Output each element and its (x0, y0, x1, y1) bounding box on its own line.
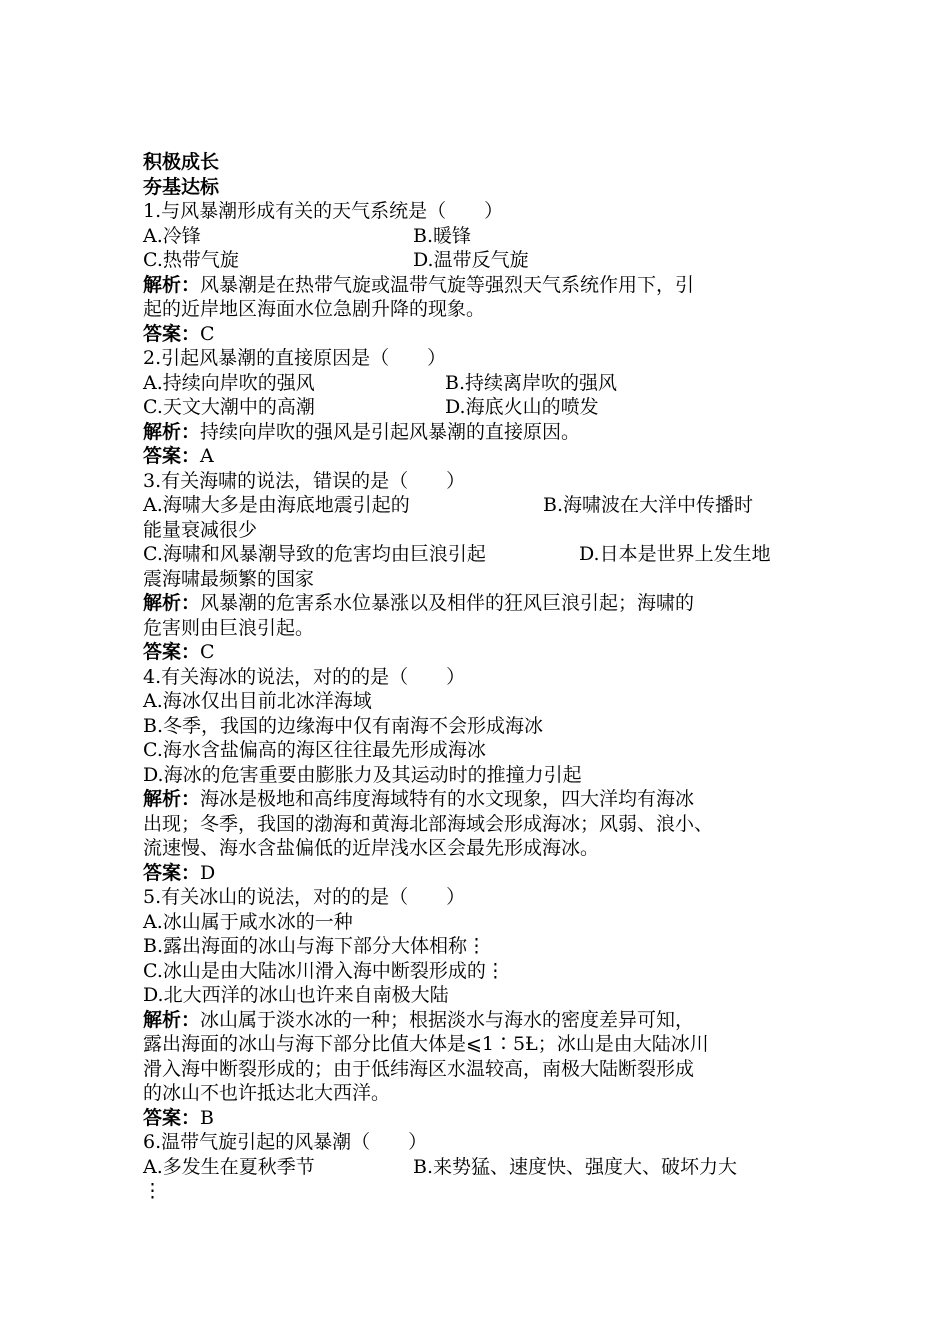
option-a: A.多发生在夏秋季节 (143, 1155, 315, 1178)
question-2-options-row-2 (143, 395, 823, 420)
analysis-1-cont: 起的近岸地区海面水位急剧升降的现象。 (143, 298, 486, 320)
question-3-options-row-1 (143, 493, 823, 518)
question-6-options-row-1 (143, 1155, 823, 1180)
analysis-label: 解析： (143, 273, 201, 296)
option-b: B.来势猛、速度快、强度大、破坏力大 (413, 1155, 738, 1178)
answer-value: A (200, 445, 214, 467)
analysis-3 (143, 591, 823, 616)
question-2: 2.引起风暴潮的直接原因是（ ） (143, 347, 447, 369)
answer-5 (143, 1106, 823, 1131)
question-5: 5.有关冰山的说法，对的的是（ ） (143, 886, 466, 908)
option-d: D.北大西洋的冰山也许来自南极大陆 (143, 984, 449, 1006)
analysis-label: 解析： (143, 1008, 201, 1031)
analysis-text: 风暴潮是在热带气旋或温带气旋等强烈天气系统作用下，引 (200, 273, 695, 296)
analysis-3-cont: 危害则由巨浪引起。 (143, 616, 315, 639)
analysis-5-cont-3: 的冰山不也许抵达北大西洋。 (143, 1082, 391, 1104)
question-4: 4.有关海冰的说法，对的的是（ ） (143, 665, 466, 688)
option-a: A.冰山属于咸水冰的一种 (143, 910, 353, 933)
option-a: A.冷锋 (143, 224, 201, 247)
analysis-1 (143, 273, 823, 298)
answer-label: 答案： (143, 641, 201, 663)
analysis-5 (143, 1008, 823, 1033)
option-d: D.海底火山的喷发 (445, 396, 599, 418)
question-3-options-row-2 (143, 542, 823, 567)
analysis-text: 海冰是极地和高纬度海域特有的水文现象，四大洋均有海冰 (200, 788, 695, 810)
option-c: C.海水含盐偏高的海区往往最先形成海冰 (143, 739, 486, 761)
answer-label: 答案： (143, 1106, 201, 1129)
answer-1 (143, 322, 823, 347)
question-6: 6.温带气旋引起的风暴潮（ ） (143, 1131, 428, 1153)
section-heading-2: 夯基达标 (143, 175, 220, 198)
option-d: D.海冰的危害重要由膨胀力及其运动时的推撞力引起 (143, 763, 582, 786)
question-1-options-row-1 (143, 224, 823, 249)
question-1-options-row-2 (143, 248, 823, 273)
answer-value: C (200, 641, 215, 663)
answer-4 (143, 861, 823, 886)
analysis-label: 解析： (143, 592, 201, 614)
analysis-5-cont-1: 露出海面的冰山与海下部分比值大体是⩽1∶5Ƚ；冰山是由大陆冰川 (143, 1033, 709, 1055)
option-b: B.露出海面的冰山与海下部分大体相称⋮ (143, 935, 487, 957)
option-b-cont: 能量衰减很少 (143, 518, 258, 541)
question-3: 3.有关海啸的说法，错误的是（ ） (143, 469, 466, 492)
analysis-label: 解析： (143, 420, 201, 443)
answer-label: 答案： (143, 445, 201, 467)
question-2-options-row-1 (143, 371, 823, 396)
analysis-5-cont-2: 滑入海中断裂形成的；由于低纬海区水温较高，南极大陆断裂形成 (143, 1057, 695, 1080)
option-c: C.冰山是由大陆冰川滑入海中断裂形成的⋮ (143, 959, 505, 982)
analysis-label: 解析： (143, 788, 201, 810)
option-b-cont: ⋮ (143, 1180, 162, 1202)
option-c: C.热带气旋 (143, 249, 239, 271)
analysis-4-cont-1: 出现；冬季，我国的渤海和黄海北部海域会形成海冰；风弱、浪小、 (143, 812, 714, 835)
answer-value: C (200, 322, 215, 345)
analysis-text: 冰山属于淡水冰的一种；根据淡水与海水的密度差异可知， (200, 1008, 695, 1031)
section-heading-1: 积极成长 (143, 151, 220, 173)
option-d: D.温带反气旋 (413, 249, 529, 271)
option-b: B.冬季，我国的边缘海中仅有南海不会形成海冰 (143, 714, 544, 737)
option-a: A.持续向岸吹的强风 (143, 371, 315, 394)
analysis-4 (143, 787, 823, 812)
answer-label: 答案： (143, 322, 201, 345)
analysis-2 (143, 420, 823, 445)
answer-label: 答案： (143, 861, 201, 884)
option-c: C.海啸和风暴潮导致的危害均由巨浪引起 (143, 543, 486, 565)
answer-value: D (200, 861, 216, 884)
option-d-cont: 震海啸最频繁的国家 (143, 567, 315, 590)
question-1: 1.与风暴潮形成有关的天气系统是（ ） (143, 200, 504, 222)
answer-2 (143, 444, 823, 469)
option-b: B.持续离岸吹的强风 (445, 371, 618, 394)
answer-3 (143, 640, 823, 665)
answer-value: B (200, 1106, 214, 1129)
option-a: A.海冰仅出目前北冰洋海域 (143, 690, 372, 712)
document-page (143, 150, 823, 1204)
analysis-4-cont-2: 流速慢、海水含盐偏低的近岸浅水区会最先形成海冰。 (143, 837, 600, 859)
option-d: D.日本是世界上发生地 (579, 543, 771, 565)
analysis-text: 持续向岸吹的强风是引起风暴潮的直接原因。 (200, 420, 581, 443)
option-c: C.天文大潮中的高潮 (143, 396, 315, 418)
option-a: A.海啸大多是由海底地震引起的 (143, 494, 410, 516)
option-b: B.暖锋 (413, 224, 472, 247)
option-b: B.海啸波在大洋中传播时 (543, 494, 754, 516)
analysis-text: 风暴潮的危害系水位暴涨以及相伴的狂风巨浪引起；海啸的 (200, 592, 695, 614)
